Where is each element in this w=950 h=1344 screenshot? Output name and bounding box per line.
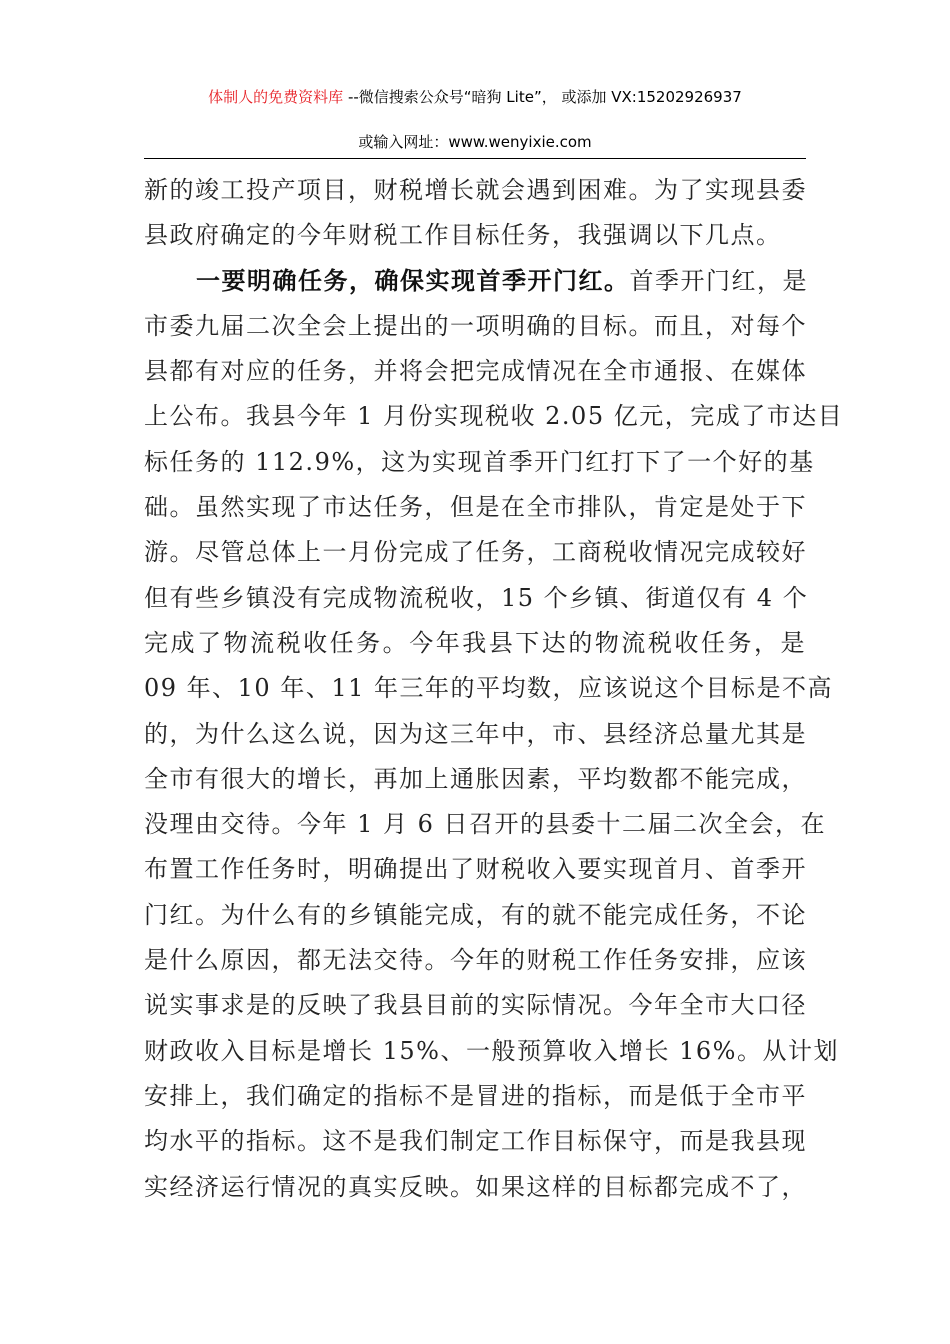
body-line: 础。虽然实现了市达任务，但是在全市排队，肯定是处于下 [144,493,807,522]
body-line: 上公布。我县今年 1 月份实现税收 2.05 亿元，完成了市达目 [144,402,844,431]
section-heading-line [144,259,806,304]
body-line: 没理由交待。今年 1 月 6 日召开的县委十二届二次全会，在 [144,810,827,839]
body-line: 说实事求是的反映了我县目前的实际情况。今年全市大口径 [144,991,807,1020]
body-line: 县都有对应的任务，并将会把完成情况在全市通报、在媒体 [144,357,807,386]
header-promo-line [0,86,950,108]
body-line: 均水平的指标。这不是我们制定工作目标保守，而是我县现 [144,1127,807,1156]
body-line: 但有些乡镇没有完成物流税收，15 个乡镇、街道仅有 4 个 [144,583,809,612]
section-heading: 一要明确任务，确保实现首季开门红。 [196,266,630,295]
body-line: 是什么原因，都无法交待。今年的财税工作任务安排，应该 [144,946,807,975]
body-line: 09 年、10 年、11 年三年的平均数，应该说这个目标是不高 [144,674,834,703]
header-url-line: 或输入网址：www.wenyixie.com [358,133,592,151]
body-line: 首季开门红，是 [629,266,808,295]
body-line: 市委九届二次全会上提出的一项明确的目标。而且，对每个 [144,311,807,340]
body-line: 实经济运行情况的真实反映。如果这样的目标都完成不了， [144,1172,807,1201]
body-line: 全市有很大的增长，再加上通胀因素，平均数都不能完成， [144,764,807,793]
body-line: 新的竣工投产项目，财税增长就会遇到困难。为了实现县委 [144,176,807,204]
body-line: 财政收入目标是增长 15%、一般预算收入增长 16%。从计划 [144,1036,839,1065]
body-line: 布置工作任务时，明确提出了财税收入要实现首月、首季开 [144,855,807,884]
body-line: 完成了物流税收任务。今年我县下达的物流税收任务，是 [144,628,806,657]
body-line: 的，为什么这么说，因为这三年中，市、县经济总量尤其是 [144,719,807,748]
document-body [144,168,844,1210]
header-brand: 体制人的免费资料库 [208,88,344,106]
body-line: 游。尽管总体上一月份完成了任务，工商税收情况完成较好 [144,538,807,567]
body-line: 县政府确定的今年财税工作目标任务，我强调以下几点。 [144,221,782,250]
header-divider [144,158,806,159]
body-line: 门红。为什么有的乡镇能完成，有的就不能完成任务，不论 [144,900,807,929]
body-line: 安排上，我们确定的指标不是冒进的指标，而是低于全市平 [144,1081,807,1110]
body-line: 标任务的 112.9%，这为实现首季开门红打下了一个好的基 [144,447,815,476]
header-promo: --微信搜索公众号“暗狗 Lite”， 或添加 VX:15202926937 [343,88,742,106]
